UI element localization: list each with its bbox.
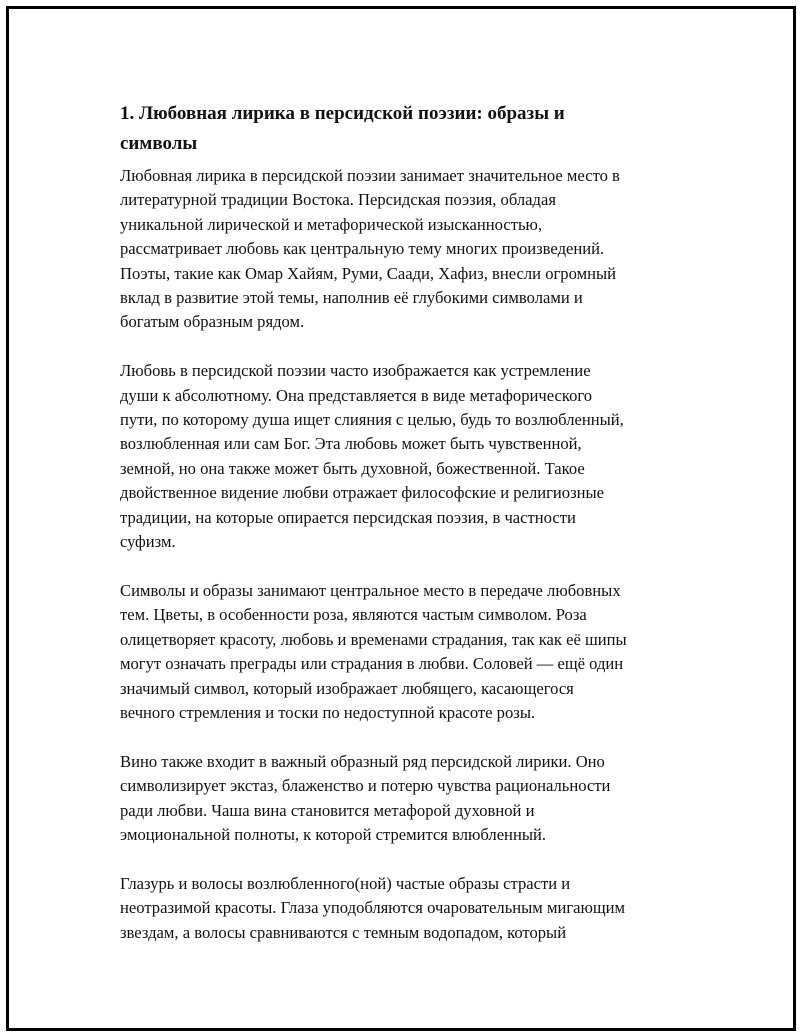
text-line: традиции, на которые опирается персидская поэзия, в частности — [120, 507, 576, 527]
text-line: значимый символ, который изображает любящего, касающегося — [120, 678, 574, 698]
document-body — [120, 99, 700, 969]
text-line: могут означать преграды или страдания в любви. Соловей — ещё один — [120, 654, 624, 674]
text-line: звездам, а волосы сравниваются с темным водопадом, который — [120, 922, 567, 942]
paragraph-1 — [120, 164, 700, 335]
text-line: земной, но она также может быть духовной, божественной. Такое — [120, 458, 585, 478]
heading-line: 1. Любовная лирика в персидской поэзии: образы и — [120, 103, 565, 124]
text-line: Символы и образы занимают центральное место в передаче любовных — [120, 580, 621, 600]
text-line: души к абсолютному. Она представляется в виде метафорического — [120, 385, 593, 405]
text-line: богатым образным рядом. — [120, 312, 305, 332]
text-line: олицетворяет красоту, любовь и временами страдания, так как её шипы — [120, 629, 627, 649]
text-line: возлюбленная или сам Бог. Эта любовь может быть чувственной, — [120, 434, 582, 454]
text-line: рассматривает любовь как центральную тему многих произведений. — [120, 239, 605, 259]
text-line: уникальной лирической и метафорической изысканностью, — [120, 214, 543, 234]
text-line: ради любви. Чаша вина становится метафорой духовной и — [120, 800, 535, 820]
text-line: неотразимой красоты. Глаза уподобляются очаровательным мигающим — [120, 898, 626, 918]
text-line: Поэты, такие как Омар Хайям, Руми, Саади, Хафиз, внесли огромный — [120, 263, 616, 283]
text-line: эмоциональной полноты, к которой стремится влюбленный. — [120, 824, 547, 844]
text-line: Глазурь и волосы возлюбленного(ной) частые образы страсти и — [120, 873, 571, 893]
text-line: тем. Цветы, в особенности роза, являются частым символом. Роза — [120, 605, 587, 625]
heading-line: символы — [120, 133, 198, 154]
section-heading — [120, 99, 640, 159]
text-line: литературной традиции Востока. Персидская поэзия, обладая — [120, 190, 556, 210]
text-line: вечного стремления и тоски по недоступной красоте розы. — [120, 702, 536, 722]
text-line: символизирует экстаз, блаженство и потерю чувства рациональности — [120, 776, 611, 796]
paragraph-2 — [120, 359, 700, 554]
text-line: вклад в развитие этой темы, наполнив её глубокими символами и — [120, 288, 583, 308]
page-frame — [6, 6, 796, 1031]
text-line: двойственное видение любви отражает философские и религиозные — [120, 483, 605, 503]
text-line: Любовная лирика в персидской поэзии занимает значительное место в — [120, 166, 620, 185]
text-line: пути, по которому душа ищет слияния с целью, будь то возлюбленный, — [120, 410, 624, 430]
paragraph-3 — [120, 579, 700, 725]
text-line: Вино также входит в важный образный ряд персидской лирики. Оно — [120, 751, 605, 771]
text-line: суфизм. — [120, 532, 176, 552]
paragraph-4 — [120, 750, 700, 848]
text-line: Любовь в персидской поэзии часто изображается как устремление — [120, 361, 591, 381]
paragraph-5 — [120, 872, 700, 945]
